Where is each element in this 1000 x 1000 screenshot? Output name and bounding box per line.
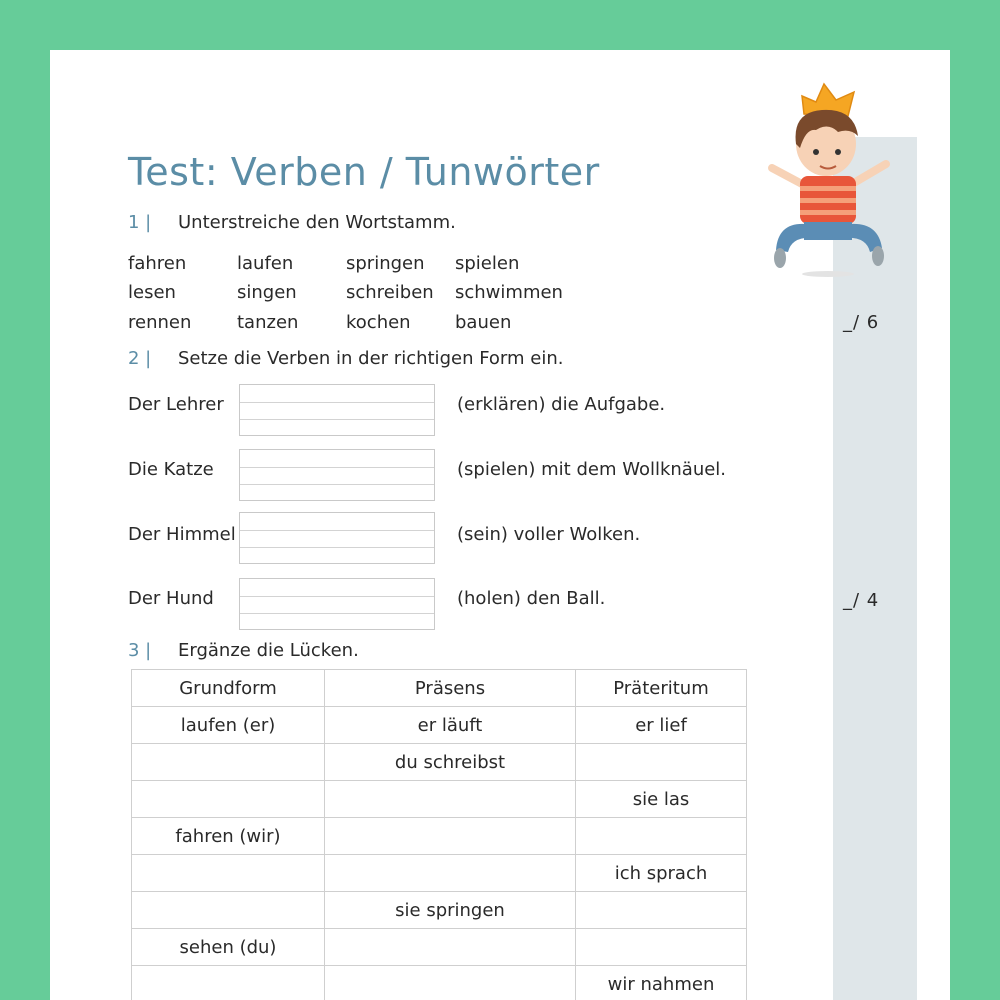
answer-field[interactable] bbox=[239, 384, 435, 436]
task-number: 3 | bbox=[128, 640, 152, 661]
word-item: fahren bbox=[128, 253, 187, 274]
column-header: Präsens bbox=[325, 670, 576, 707]
sentence-start: Der Hund bbox=[128, 588, 214, 609]
word-item: tanzen bbox=[237, 312, 299, 333]
table-row bbox=[132, 707, 747, 744]
score-task-2: _/ 4 bbox=[843, 590, 880, 611]
table-cell[interactable] bbox=[576, 744, 747, 781]
table-cell: du schreibst bbox=[325, 744, 576, 781]
sentence-end: (erklären) die Aufgabe. bbox=[457, 394, 666, 415]
table-row bbox=[132, 966, 747, 1000]
table-row bbox=[132, 855, 747, 892]
task-instruction: Ergänze die Lücken. bbox=[178, 640, 359, 661]
answer-field[interactable] bbox=[239, 578, 435, 630]
table-header-row bbox=[132, 670, 747, 707]
table-row bbox=[132, 781, 747, 818]
table-cell[interactable] bbox=[132, 855, 325, 892]
table-cell: laufen (er) bbox=[132, 707, 325, 744]
task-2-heading bbox=[128, 348, 563, 369]
word-item: laufen bbox=[237, 253, 294, 274]
word-item: lesen bbox=[128, 282, 176, 303]
sentence-start: Der Himmel bbox=[128, 524, 236, 545]
table-cell: sie springen bbox=[325, 892, 576, 929]
table-cell[interactable] bbox=[132, 892, 325, 929]
table-cell: er lief bbox=[576, 707, 747, 744]
table-cell[interactable] bbox=[132, 744, 325, 781]
word-item: spielen bbox=[455, 253, 520, 274]
table-cell[interactable] bbox=[325, 855, 576, 892]
sentence-end: (sein) voller Wolken. bbox=[457, 524, 641, 545]
word-item: rennen bbox=[128, 312, 192, 333]
column-header: Grundform bbox=[132, 670, 325, 707]
task-3-heading bbox=[128, 640, 359, 661]
page-title: Test: Verben / Tunwörter bbox=[128, 150, 600, 194]
table-cell[interactable] bbox=[325, 781, 576, 818]
task-number: 1 | bbox=[128, 212, 152, 233]
table-cell: sie las bbox=[576, 781, 747, 818]
word-item: singen bbox=[237, 282, 297, 303]
verb-forms-table bbox=[131, 669, 747, 1000]
table-cell[interactable] bbox=[325, 929, 576, 966]
answer-field[interactable] bbox=[239, 449, 435, 501]
worksheet bbox=[50, 50, 950, 1000]
table-cell[interactable] bbox=[576, 892, 747, 929]
task-1-heading bbox=[128, 212, 456, 233]
sentence-end: (spielen) mit dem Wollknäuel. bbox=[457, 459, 727, 480]
table-cell: er läuft bbox=[325, 707, 576, 744]
table-cell: wir nahmen bbox=[576, 966, 747, 1000]
score-task-1: _/ 6 bbox=[843, 312, 880, 333]
word-item: schreiben bbox=[346, 282, 434, 303]
table-row bbox=[132, 818, 747, 855]
word-item: bauen bbox=[455, 312, 512, 333]
table-cell[interactable] bbox=[132, 966, 325, 1000]
sentence-start: Die Katze bbox=[128, 459, 214, 480]
table-cell[interactable] bbox=[325, 966, 576, 1000]
word-item: springen bbox=[346, 253, 425, 274]
task-number: 2 | bbox=[128, 348, 152, 369]
task-instruction: Setze die Verben in der richtigen Form ein. bbox=[178, 348, 564, 369]
table-cell: sehen (du) bbox=[132, 929, 325, 966]
table-cell[interactable] bbox=[576, 818, 747, 855]
word-item: schwimmen bbox=[455, 282, 563, 303]
table-cell[interactable] bbox=[325, 818, 576, 855]
boy-illustration bbox=[758, 72, 898, 282]
table-row bbox=[132, 929, 747, 966]
table-cell[interactable] bbox=[576, 929, 747, 966]
answer-field[interactable] bbox=[239, 512, 435, 564]
table-row bbox=[132, 892, 747, 929]
table-row bbox=[132, 744, 747, 781]
table-cell: ich sprach bbox=[576, 855, 747, 892]
sentence-start: Der Lehrer bbox=[128, 394, 224, 415]
sentence-end: (holen) den Ball. bbox=[457, 588, 606, 609]
word-item: kochen bbox=[346, 312, 411, 333]
table-cell: fahren (wir) bbox=[132, 818, 325, 855]
table-cell[interactable] bbox=[132, 781, 325, 818]
task-instruction: Unterstreiche den Wortstamm. bbox=[178, 212, 456, 233]
column-header: Präteritum bbox=[576, 670, 747, 707]
